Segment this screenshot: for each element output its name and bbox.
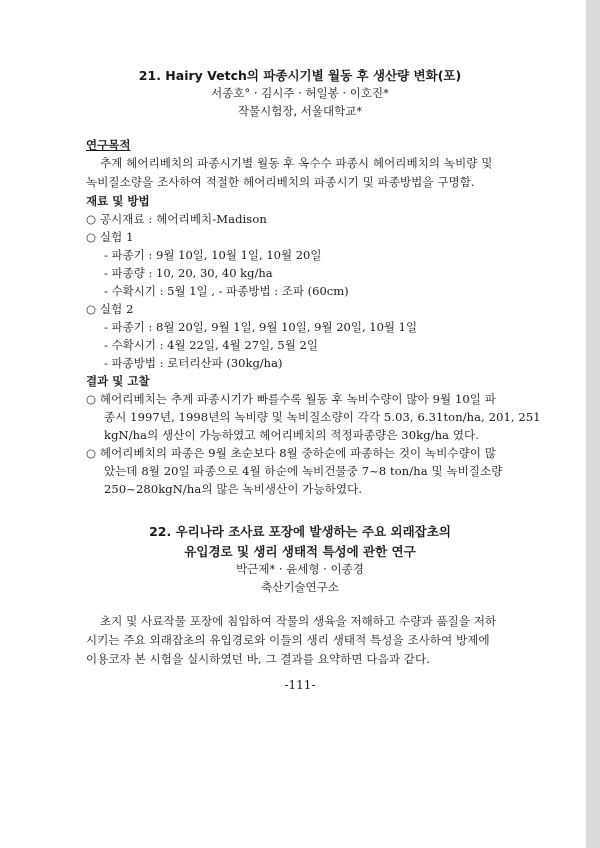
results-line: ○ 헤어리베치의 파종은 9월 초순보다 8월 중하순에 파종하는 것이 녹비수량이 많 — [86, 446, 496, 460]
materials-subitem: - 파종기 : 8월 20일, 9월 1일, 9월 10일, 9월 20일, 10월 1일 — [104, 320, 418, 334]
section2-body-line: 시키는 주요 외래잡초의 유입경로와 이들의 생리 생태적 특성을 조사하여 방제에 — [86, 633, 490, 647]
materials-item: ○ 실험 2 — [86, 302, 134, 316]
scan-edge — [586, 0, 600, 848]
purpose-line: 녹비질소량을 조사하여 적절한 헤어리베치의 파종시기 및 파종방법을 구명함. — [86, 175, 475, 189]
section2-body-line: 이용코자 본 시험을 실시하였던 바, 그 결과를 요약하면 다음과 같다. — [86, 652, 430, 666]
results-heading: 결과 및 고찰 — [86, 374, 150, 388]
section1-authors: 서종호° · 김시주 · 허일봉 · 이호진* — [211, 86, 389, 100]
materials-subitem: - 수확시기 : 4월 22일, 4월 27일, 5월 2일 — [104, 338, 318, 352]
materials-subitem: - 수확시기 : 5월 1일 , - 파종방법 : 조파 (60cm) — [104, 284, 349, 298]
section1-affiliation: 작물시험장, 서울대학교* — [237, 104, 363, 118]
section2-affiliation: 축산기술연구소 — [261, 580, 339, 594]
results-line: 250~280kgN/ha의 많은 녹비생산이 가능하였다. — [104, 482, 363, 496]
results-line: 았는데 8월 20일 파종으로 4월 하순에 녹비건물중 7~8 ton/ha 및 녹비질소량 — [104, 464, 503, 478]
materials-heading: 재료 및 방법 — [86, 194, 150, 208]
materials-subitem: - 파종기 : 9월 10일, 10월 1일, 10월 20일 — [104, 248, 322, 262]
section2-title-line1: 22. 우리나라 조사료 포장에 발생하는 주요 외래잡초의 — [149, 524, 451, 539]
materials-subitem: - 파종량 : 10, 20, 30, 40 kg/ha — [104, 266, 273, 280]
section2-title-line2: 유입경로 및 생리 생태적 특성에 관한 연구 — [184, 544, 416, 559]
page-number: -111- — [284, 678, 316, 692]
materials-item: ○ 실험 1 — [86, 230, 134, 244]
section2-body-line: 초지 및 사료작물 포장에 침입하여 작물의 생육을 저해하고 수량과 품질을 저하 — [100, 614, 497, 628]
purpose-heading: 연구목적 — [86, 138, 131, 152]
results-line: kgN/ha의 생산이 가능하였고 헤어리베치의 적정파종량은 30kg/ha 였다. — [104, 428, 480, 442]
section2-authors: 박근제* · 윤세형 · 이종경 — [236, 562, 364, 576]
section1-title: 21. Hairy Vetch의 파종시기별 월동 후 생산량 변화(포) — [138, 68, 462, 83]
results-line: ○ 헤어리베치는 추계 파종시기가 빠를수록 월동 후 녹비수량이 많아 9월 10일 파 — [86, 392, 496, 406]
materials-subitem: - 파종방법 : 로터리산파 (30kg/ha) — [104, 356, 283, 370]
materials-item: ○ 공시재료 : 헤어리베치-Madison — [86, 212, 267, 226]
results-line: 종시 1997년, 1998년의 녹비량 및 녹비질소량이 각각 5.03, 6.31ton/ha, 201, 251 — [104, 410, 541, 424]
purpose-line: 추계 헤어리베치의 파종시기별 월동 후 옥수수 파종시 헤어리베치의 녹비량 및 — [100, 156, 493, 170]
